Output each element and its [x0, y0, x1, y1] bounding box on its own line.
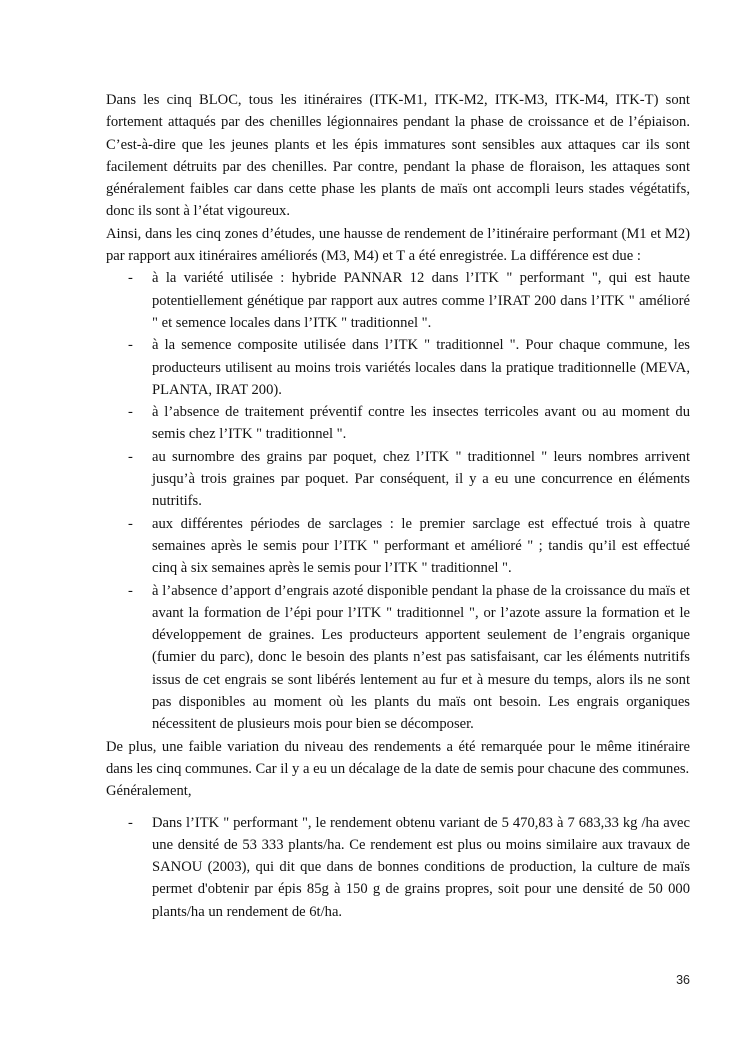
paragraph-generally: Généralement, [106, 783, 192, 800]
list-item: - à l’absence de traitement préventif contre les insectes terricoles avant ou au moment du semis chez l’ITK " traditionnel ". [106, 401, 690, 446]
list-item: - au surnombre des grains par poquet, chez l’ITK " traditionnel " leurs nombres arrivent jusqu’à trois graines par poquet. Par conséquent, il y a eu une concurrence en éléments nutritifs. [106, 446, 690, 513]
list-item: - à la variété utilisée : hybride PANNAR 12 dans l’ITK " performant ", qui est haute potentiellement génétique par rapport aux autres comme l’IRAT 200 dans l’ITK " amélioré " et semence locales dans l’ITK " traditionnel ". [106, 267, 690, 334]
page-number: 36 [676, 973, 690, 987]
list-item: - aux différentes périodes de sarclages : le premier sarclage est effectué trois à quatre semaines après le semis pour l’ITK " performant et amélioré " ; tandis qu’il est effectué cinq à six semaines après le semis pour l’ITK " traditionnel ". [106, 513, 690, 580]
list-yields [106, 812, 690, 923]
list-item: - Dans l’ITK " performant ", le rendement obtenu variant de 5 470,83 à 7 683,33 kg /ha avec une densité de 53 333 plants/ha. Ce rendement est plus ou moins similaire aux travaux de SANOU (2003), qui dit que dans de bonnes conditions de production, la culture de maïs permet d'obtenir par épis 85g à 150 g de grains propres, soit pour une densité de 50 000 plants/ha un rendement de 6t/ha. [106, 812, 690, 923]
paragraph-attacks: Dans les cinq BLOC, tous les itinéraires (ITK-M1, ITK-M2, ITK-M3, ITK-M4, ITK-T) sont fortement attaqués par des chenilles légionnaires pendant la phase de croissance et de l’épiaison. C’est-à-dire que les jeunes plants et les épis immatures sont sensibles aux attaques car ils sont facilement détruits par des chenilles. Par contre, pendant la phase de floraison, les attaques sont généralement faibles car dans cette phase les plants de maïs ont accompli leurs stades végétatifs, donc ils sont à l’état vigoureux. [106, 92, 690, 220]
paragraph-yield-increase: Ainsi, dans les cinq zones d’études, une hausse de rendement de l’itinéraire performant (M1 et M2) par rapport aux itinéraires améliorés (M3, M4) et T a été enregistrée. La différence est due : [106, 225, 690, 265]
document-body [106, 89, 690, 923]
paragraph-variation: De plus, une faible variation du niveau des rendements a été remarquée pour le même itinéraire dans les cinq communes. Car il y a eu un décalage de la date de semis pour chacune des communes. [106, 738, 690, 777]
list-item: - à la semence composite utilisée dans l’ITK " traditionnel ". Pour chaque commune, les producteurs utilisent au moins trois variétés locales dans la pratique traditionnelle (MEVA, PLANTA, IRAT 200). [106, 334, 690, 401]
list-item: - à l’absence d’apport d’engrais azoté disponible pendant la phase de la croissance du maïs et avant la formation de l’épi pour l’ITK " traditionnel ", or l’azote assure la formation et le développement de graines. Les producteurs apportent seulement de l’engrais organique (fumier du parc), donc le besoin des plants n’est pas satisfaisant, car les éléments nutritifs issus de cet engrais se sont libérés lentement au fur et à mesure du temps, alors ils ne sont pas disponibles au moment où les plants du maïs ont besoin. Les engrais organiques nécessitent de plusieurs mois pour bien se décomposer. [106, 580, 690, 736]
list-causes [106, 267, 690, 735]
